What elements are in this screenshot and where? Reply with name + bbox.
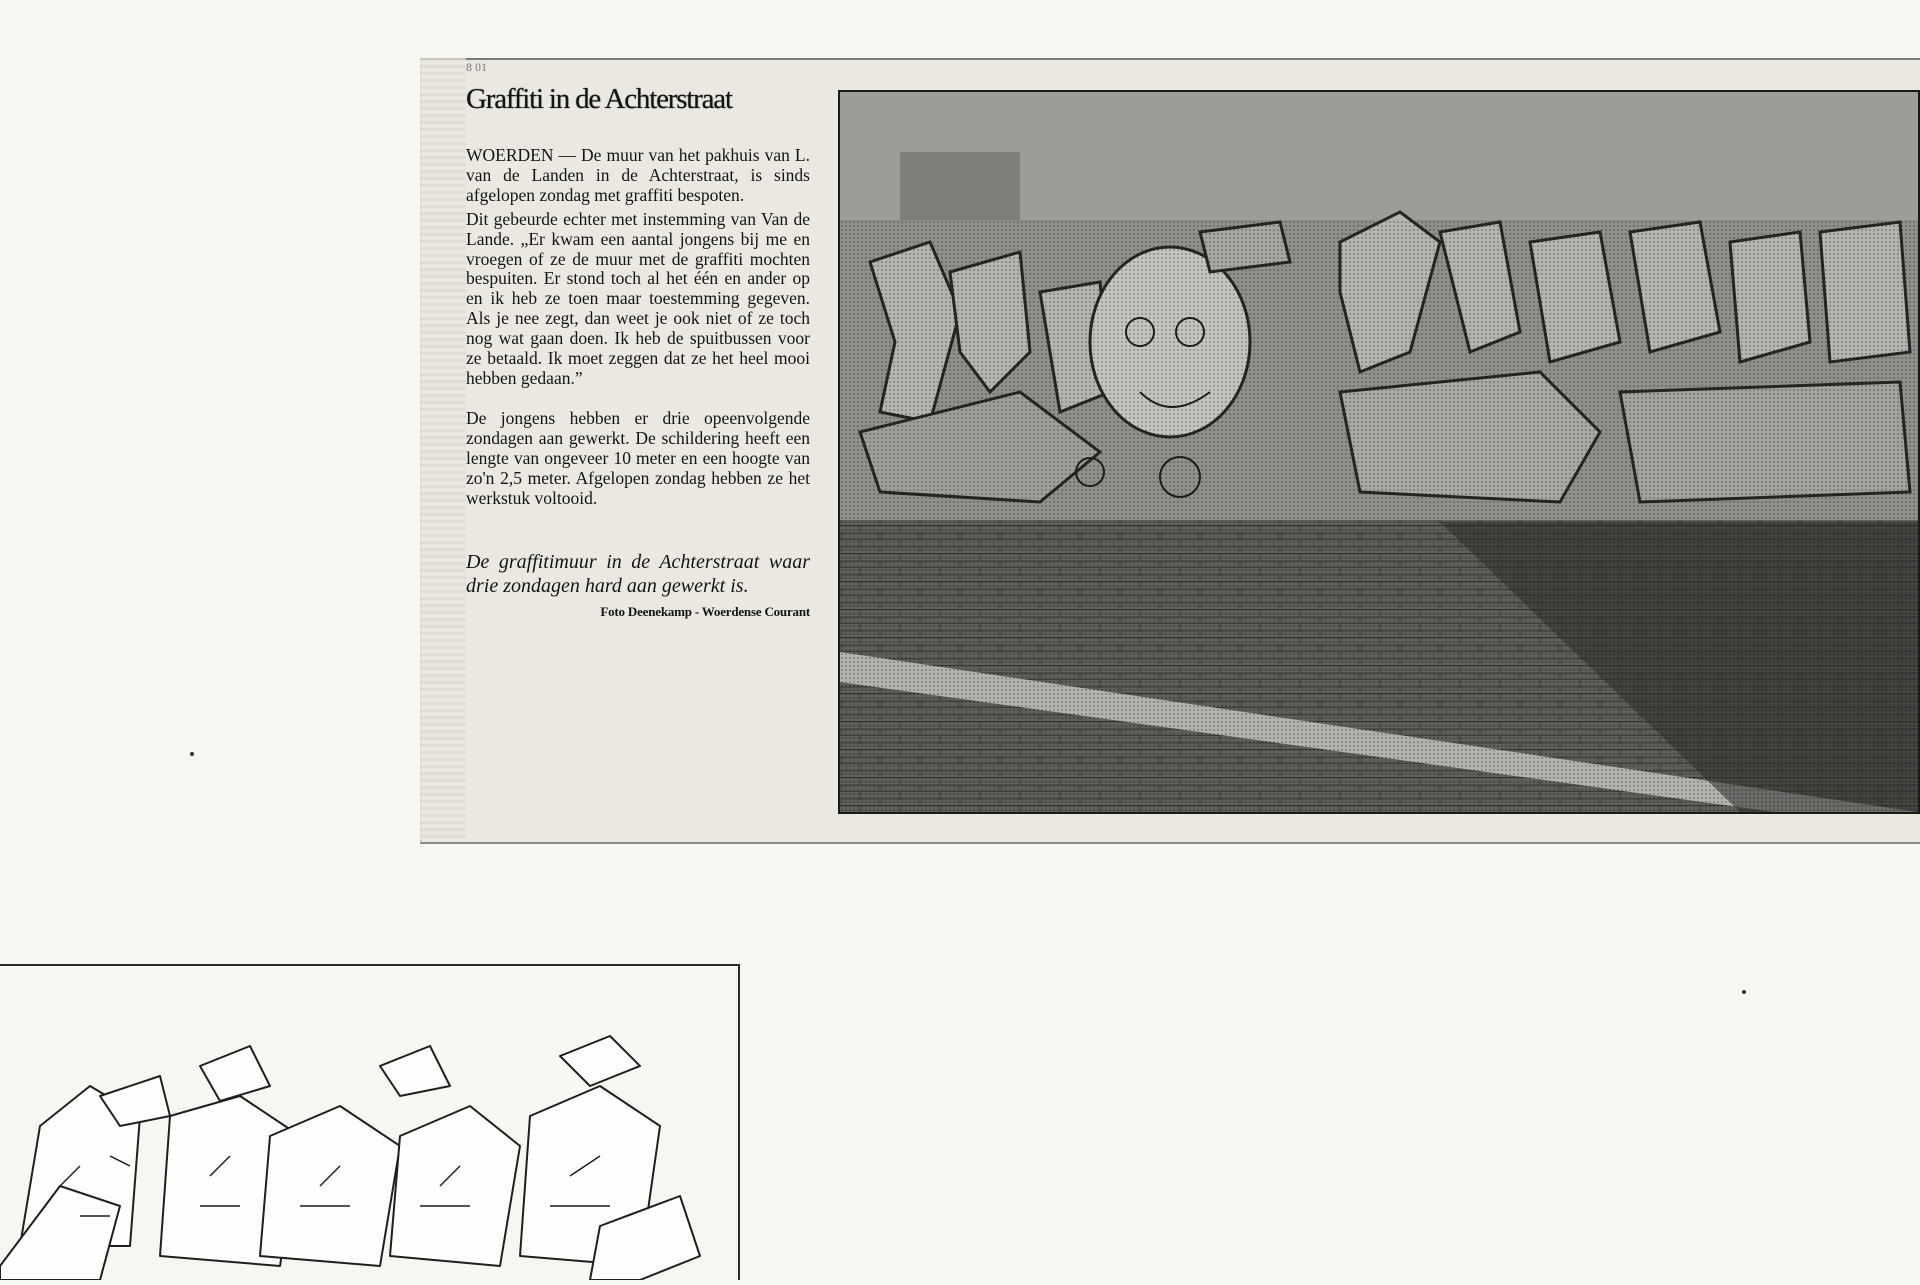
graffiti-wall-illustration xyxy=(840,92,1918,812)
column-marks: 8 01 xyxy=(466,60,487,74)
speck xyxy=(1742,990,1746,994)
graffiti-sketch-drawing xyxy=(0,966,738,1280)
photo-caption: De graffitimuur in de Achterstraat waar drie zondagen hard aan gewerkt is. xyxy=(466,551,810,598)
article-body xyxy=(466,146,810,508)
graffiti-sketch xyxy=(0,964,740,1280)
graffiti-wall-photo xyxy=(838,90,1920,814)
article-paragraph-3: De jongens hebben er drie opeenvolgende zondagen aan gewerkt. De schildering heeft een lengte van ongeveer 10 meter en een hoogte van zo'n 2,5 meter. Afgelopen zondag hebben ze het werkstuk voltooid. xyxy=(466,407,810,508)
headline: Graffiti in de Achterstraat xyxy=(466,83,732,115)
photo-credit: Foto Deenekamp - Woerdense Courant xyxy=(600,604,810,620)
speck xyxy=(190,752,194,756)
clipping-gutter xyxy=(420,58,466,840)
article xyxy=(466,82,810,620)
article-paragraph-1: WOERDEN — De muur van het pakhuis van L. van de Landen in de Achterstraat, is sinds afgelopen zondag met graffiti bespoten. xyxy=(466,145,810,205)
article-paragraph-2: Dit gebeurde echter met instemming van Van de Lande. „Er kwam een aantal jongens bij me en vroegen of ze de muur met de graffiti mochten bespuiten. Er stond toch al het één en ander op en ik heb ze toen maar toestemming gegeven. Als je nee zegt, dan weet je ook niet of ze toch nog wat gaan doen. Ik heb de spuitbussen voor ze betaald. Ik moet zeggen dat ze het heel mooi hebben gedaan.” xyxy=(466,208,810,388)
